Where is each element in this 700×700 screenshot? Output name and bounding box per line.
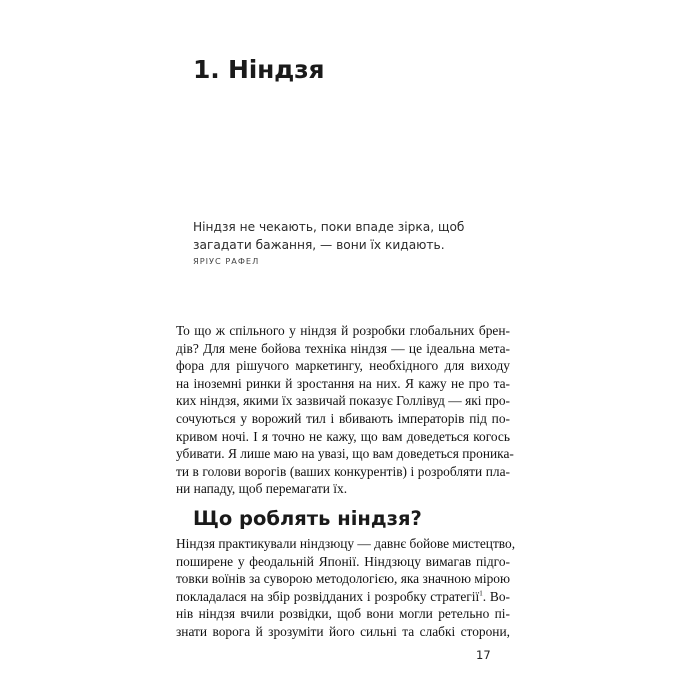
- line-text: покладалася на збір розвідданих і розробку стратегії: [176, 588, 480, 604]
- paragraph-line: Ніндзя практикували ніндзюцу — давнє бойове мистецтво,: [176, 536, 516, 551]
- paragraph-line: сочуються у ворожий тил і вбивають імператорів під по-: [176, 410, 510, 426]
- paragraph-line: товки воїнів за суворою методологією, яка значною мірою: [176, 571, 510, 587]
- paragraph-line: ни нападу, щоб перемагати їх.: [176, 481, 348, 497]
- paragraph-line: дів? Для мене бойова техніка ніндзя — це ідеальна мета-: [176, 340, 510, 356]
- paragraph-line: нів ніндзя вчили розвідки, щоб вони могли ретельно пі-: [176, 606, 510, 622]
- paragraph-line: фора для рішучого маркетингу, необхідного для виходу: [176, 358, 510, 374]
- section-paragraph: [176, 535, 516, 641]
- chapter-title: 1. Ніндзя: [193, 55, 325, 84]
- paragraph-line: ти в голови ворогів (ваших конкурентів) і розробляти пла-: [176, 463, 510, 479]
- paragraph-line: убивати. Я лише маю на увазі, що вам доведеться проника-: [176, 446, 514, 462]
- paragraph-line-with-footnote: [176, 588, 510, 606]
- paragraph-line: поширене у феодальній Японії. Ніндзюцу вимагав підго-: [176, 553, 510, 569]
- page-number: 17: [476, 648, 491, 662]
- paragraph-line: знати ворога й зрозуміти його сильні та слабкі сторони,: [176, 623, 510, 639]
- paragraph-line: на іноземні ринки й зростання на них. Я кажу не про та-: [176, 375, 510, 391]
- paragraph-line: То що ж спільного у ніндзя й розробки глобальних брен-: [176, 323, 510, 338]
- intro-paragraph: [176, 322, 514, 498]
- paragraph-line: ких ніндзя, якими їх зазвичай показує Голлівуд — які про-: [176, 393, 510, 409]
- epigraph: [193, 219, 465, 267]
- paragraph-line: кривом ночі. І я точно не кажу, що вам доведеться когось: [176, 428, 510, 444]
- line-tail: . Во-: [482, 588, 510, 604]
- epigraph-line: загадати бажання, — вони їх кидають.: [193, 237, 445, 252]
- section-heading: Що роблять ніндзя?: [193, 507, 422, 530]
- footnote-marker[interactable]: 1: [479, 589, 483, 598]
- epigraph-line: Ніндзя не чекають, поки впаде зірка, щоб: [193, 220, 465, 234]
- epigraph-author: ЯРІУС РАФЕЛ: [193, 256, 260, 266]
